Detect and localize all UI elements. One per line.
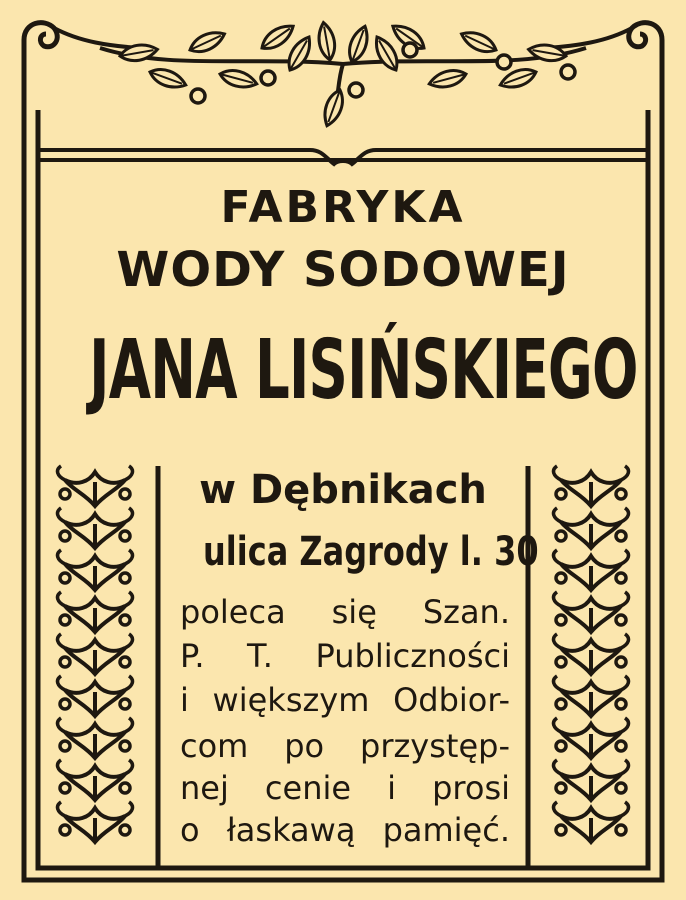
body-line: com po przystęp- bbox=[180, 727, 510, 765]
owner-name: JANA LISIŃSKIEGO bbox=[89, 323, 638, 418]
body-line: o łaskawą pamięć. bbox=[180, 811, 510, 849]
left-palmette-border bbox=[58, 466, 133, 842]
body-line: poleca się Szan. bbox=[180, 593, 510, 631]
address-street: ulica Zagrody l. 30 bbox=[203, 529, 539, 575]
body-line: i większym Odbior- bbox=[180, 681, 510, 719]
olive-branch-ornament bbox=[100, 20, 586, 128]
header-rule bbox=[38, 150, 648, 164]
right-palmette-border bbox=[554, 466, 629, 842]
address-place: w Dębnikach bbox=[199, 467, 487, 513]
body-line: P. T. Publiczności bbox=[180, 637, 510, 675]
heading-line-2: WODY SODOWEJ bbox=[116, 242, 570, 298]
heading-line-1: FABRYKA bbox=[220, 182, 466, 233]
body-line: nej cenie i prosi bbox=[180, 769, 510, 807]
